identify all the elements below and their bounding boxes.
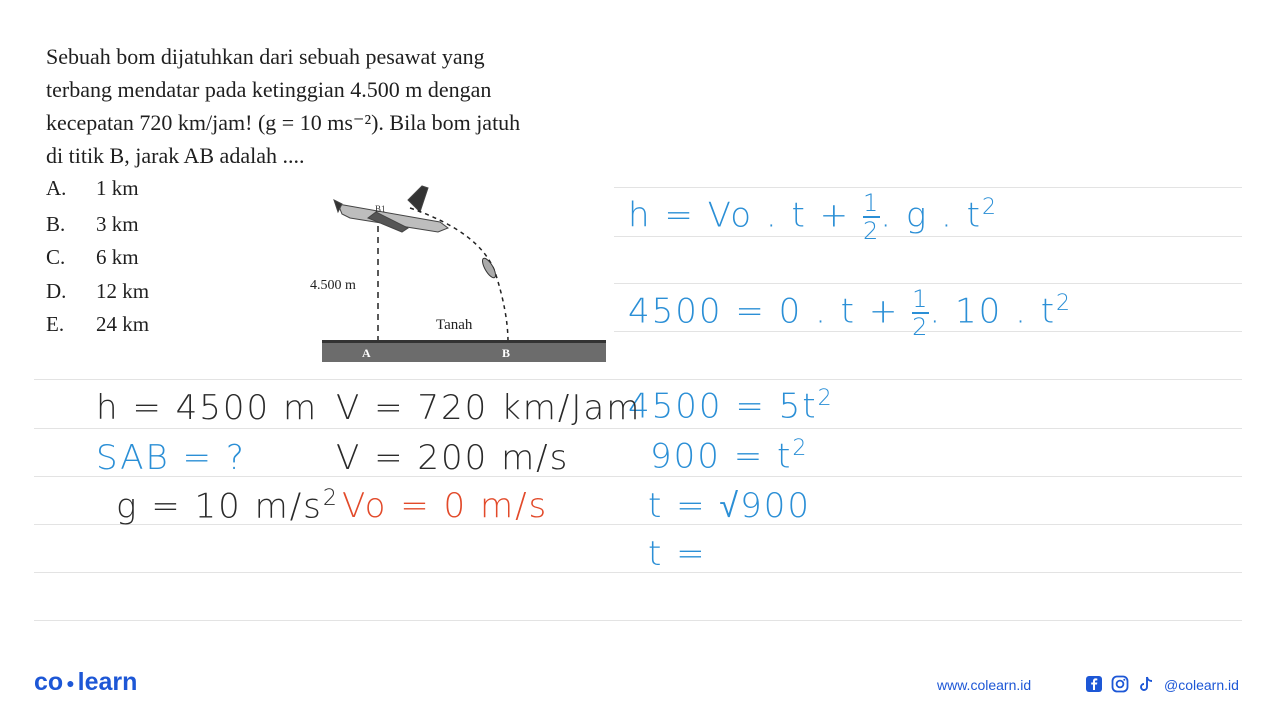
facebook-icon[interactable] bbox=[1085, 675, 1103, 693]
point-b-label: B bbox=[502, 346, 511, 360]
ruled-line bbox=[34, 620, 1242, 621]
question-line: kecepatan 720 km/jam! (g = 10 ms⁻²). Bila bom jatuh bbox=[46, 110, 521, 135]
projectile-figure bbox=[290, 182, 610, 372]
ground-label: Tanah bbox=[436, 317, 473, 333]
svg-text:B1: B1 bbox=[375, 204, 386, 214]
formula-line: h = Vo . t + $\frac{1}{2}$ . g . $t^2$ bbox=[628, 189, 998, 245]
social-handle[interactable]: @colearn.id bbox=[1164, 677, 1239, 693]
option-a: A. 1 km bbox=[46, 176, 139, 200]
step-2: $900 = t^2$ bbox=[650, 436, 809, 477]
height-label: 4.500 m bbox=[310, 278, 356, 293]
colearn-logo[interactable]: co ● learn bbox=[34, 668, 138, 696]
given-velocity-si: V = 200 m/s bbox=[336, 438, 570, 478]
instagram-icon[interactable] bbox=[1111, 675, 1129, 693]
ruled-line bbox=[34, 379, 1242, 380]
ruled-line bbox=[614, 187, 1242, 188]
option-b: B. 3 km bbox=[46, 212, 139, 236]
airplane-icon bbox=[334, 186, 448, 232]
given-distance-unknown: SAB = ? bbox=[96, 438, 246, 478]
website-link[interactable]: www.colearn.id bbox=[937, 677, 1032, 693]
ruled-line bbox=[34, 428, 1242, 429]
ruled-line bbox=[34, 572, 1242, 573]
given-gravity: g = 10 $m/s^2$ bbox=[116, 486, 339, 527]
option-c: C. 6 km bbox=[46, 245, 139, 269]
point-a-label: A bbox=[362, 346, 371, 360]
question-line: terbang mendatar pada ketinggian 4.500 m dengan bbox=[46, 77, 492, 102]
given-velocity: V = 720 km/Jam bbox=[336, 388, 642, 428]
question-text bbox=[46, 40, 616, 172]
step-3: t = √900 bbox=[648, 486, 811, 526]
option-e: E. 24 km bbox=[46, 312, 150, 336]
given-height: h = 4500 m bbox=[96, 388, 319, 428]
tiktok-icon[interactable] bbox=[1137, 675, 1155, 693]
option-d: D. 12 km bbox=[46, 279, 150, 303]
substitution-line: 4500 = 0 . t + $\frac{1}{2}$ . 10 . $t^2$ bbox=[628, 285, 1073, 341]
given-initial-velocity: Vo = 0 m/s bbox=[342, 486, 549, 526]
question-line: Sebuah bom dijatuhkan dari sebuah pesawat yang bbox=[46, 44, 485, 69]
step-1: $4500 = 5t^2$ bbox=[628, 386, 834, 427]
step-4: t = bbox=[648, 534, 707, 574]
question-line: di titik B, jarak AB adalah .... bbox=[46, 143, 305, 168]
ruled-line bbox=[614, 283, 1242, 284]
